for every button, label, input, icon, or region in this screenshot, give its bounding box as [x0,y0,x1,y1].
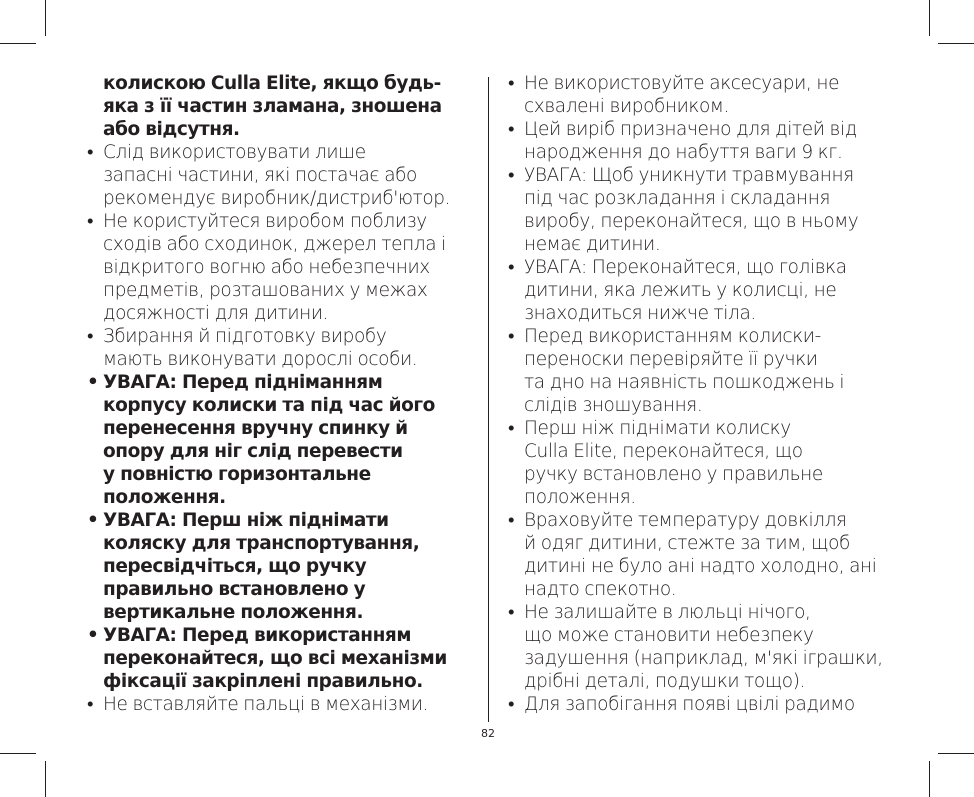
list-item [508,325,893,417]
right-column [508,72,893,716]
list-item [508,164,893,256]
bullet-marker: • [87,211,94,232]
crop-mark [0,753,36,754]
bullet-marker: • [87,694,94,715]
bullet-marker: • [508,602,515,623]
paragraph-text: Збирання й підготовку виробу мають виконувати дорослі особи. [103,326,418,370]
list-item [508,118,893,164]
list-item [508,509,893,601]
paragraph-text: Цей виріб призначено для дітей від народження до набуття ваги 9 кг. [524,119,857,163]
paragraph-text: Для запобігання появі цвілі радимо [524,694,855,715]
paragraph-text: УВАГА: Переконайтеся, що голівка дитини, яка лежить у колисці, не знаходиться нижче тіла. [524,257,847,324]
paragraph-text: Не вставляйте пальці в механізми. [103,694,429,715]
warning-paragraph [87,371,479,509]
list-item [508,693,893,716]
list-item [508,72,893,118]
bullet-marker: • [508,165,515,186]
crop-mark [0,43,36,44]
list-item [87,210,479,325]
crop-mark [938,43,974,44]
list-item [87,141,479,210]
bullet-marker: • [508,510,515,531]
warning-paragraph [87,72,479,141]
bullet-marker: • [87,326,94,347]
paragraph-text: Не залишайте в люльці нічого, що може становити небезпеку задушення (наприклад, м'які іграшки, дрібні деталі, подушки тощо). [524,602,883,692]
paragraph-text: Слід використовувати лише запасні частини, які постачає або рекомендує виробник/дистриб'ютор. [103,142,451,209]
list-item [508,601,893,693]
paragraph-text: колискою Culla Elite, якщо будь- яка з її частин зламана, зношена або відсутня. [103,73,442,140]
bullet-marker: • [508,694,515,715]
bullet-marker: • [508,119,515,140]
list-item [87,693,479,716]
warning-paragraph [87,509,479,624]
bullet-marker: • [508,326,515,347]
paragraph-text: УВАГА: Перед використанням переконайтеся, що всі механізми фіксації закріплені правильно. [103,625,447,692]
bullet-marker: • [87,372,99,393]
crop-mark [929,0,930,36]
paragraph-text: Перед використанням колиски- переноски перевіряйте її ручки та дно на наявність пошкоджень і слідів зношування. [524,326,845,416]
column-divider [488,77,489,722]
paragraph-text: Не використовуйте аксесуари, не схвалені виробником. [524,73,840,117]
warning-paragraph [87,624,479,693]
crop-mark [938,753,974,754]
paragraph-text: Перш ніж піднімати колиску Culla Elite, переконайтеся, що ручку встановлено у правильне положення. [524,418,823,508]
crop-mark [929,761,930,797]
list-item [87,325,479,371]
paragraph-text: УВАГА: Перш ніж піднімати коляску для транспортування, пересвідчіться, що ручку правильно встановлено у вертикальне положення. [103,510,420,623]
bullet-marker: • [508,73,515,94]
paragraph-text: УВАГА: Щоб уникнути травмування під час розкладання і складання виробу, переконайтеся, що в ньому немає дитини. [524,165,859,255]
left-column [87,72,479,716]
crop-mark [45,0,46,36]
bullet-marker: • [508,257,515,278]
bullet-marker: • [87,510,99,531]
page-number: 82 [481,727,495,740]
paragraph-text: Враховуйте температуру довкілля й одяг дитини, стежте за тим, щоб дитині не було ані надто холодно, ані надто спекотно. [524,510,877,600]
crop-mark [45,761,46,797]
list-item [508,417,893,509]
bullet-marker: • [87,142,94,163]
paragraph-text: УВАГА: Перед підніманням корпусу колиски та під час його перенесення вручну спинку й опору для ніг слід перевести у повністю горизонтальне положення. [103,372,435,508]
paragraph-text: Не користуйтеся виробом поблизу сходів або сходинок, джерел тепла і відкритого вогню або небезпечних предметів, розташованих у межах досяжності для дитини. [103,211,446,324]
bullet-marker: • [508,418,515,439]
list-item [508,256,893,325]
bullet-marker: • [87,625,99,646]
